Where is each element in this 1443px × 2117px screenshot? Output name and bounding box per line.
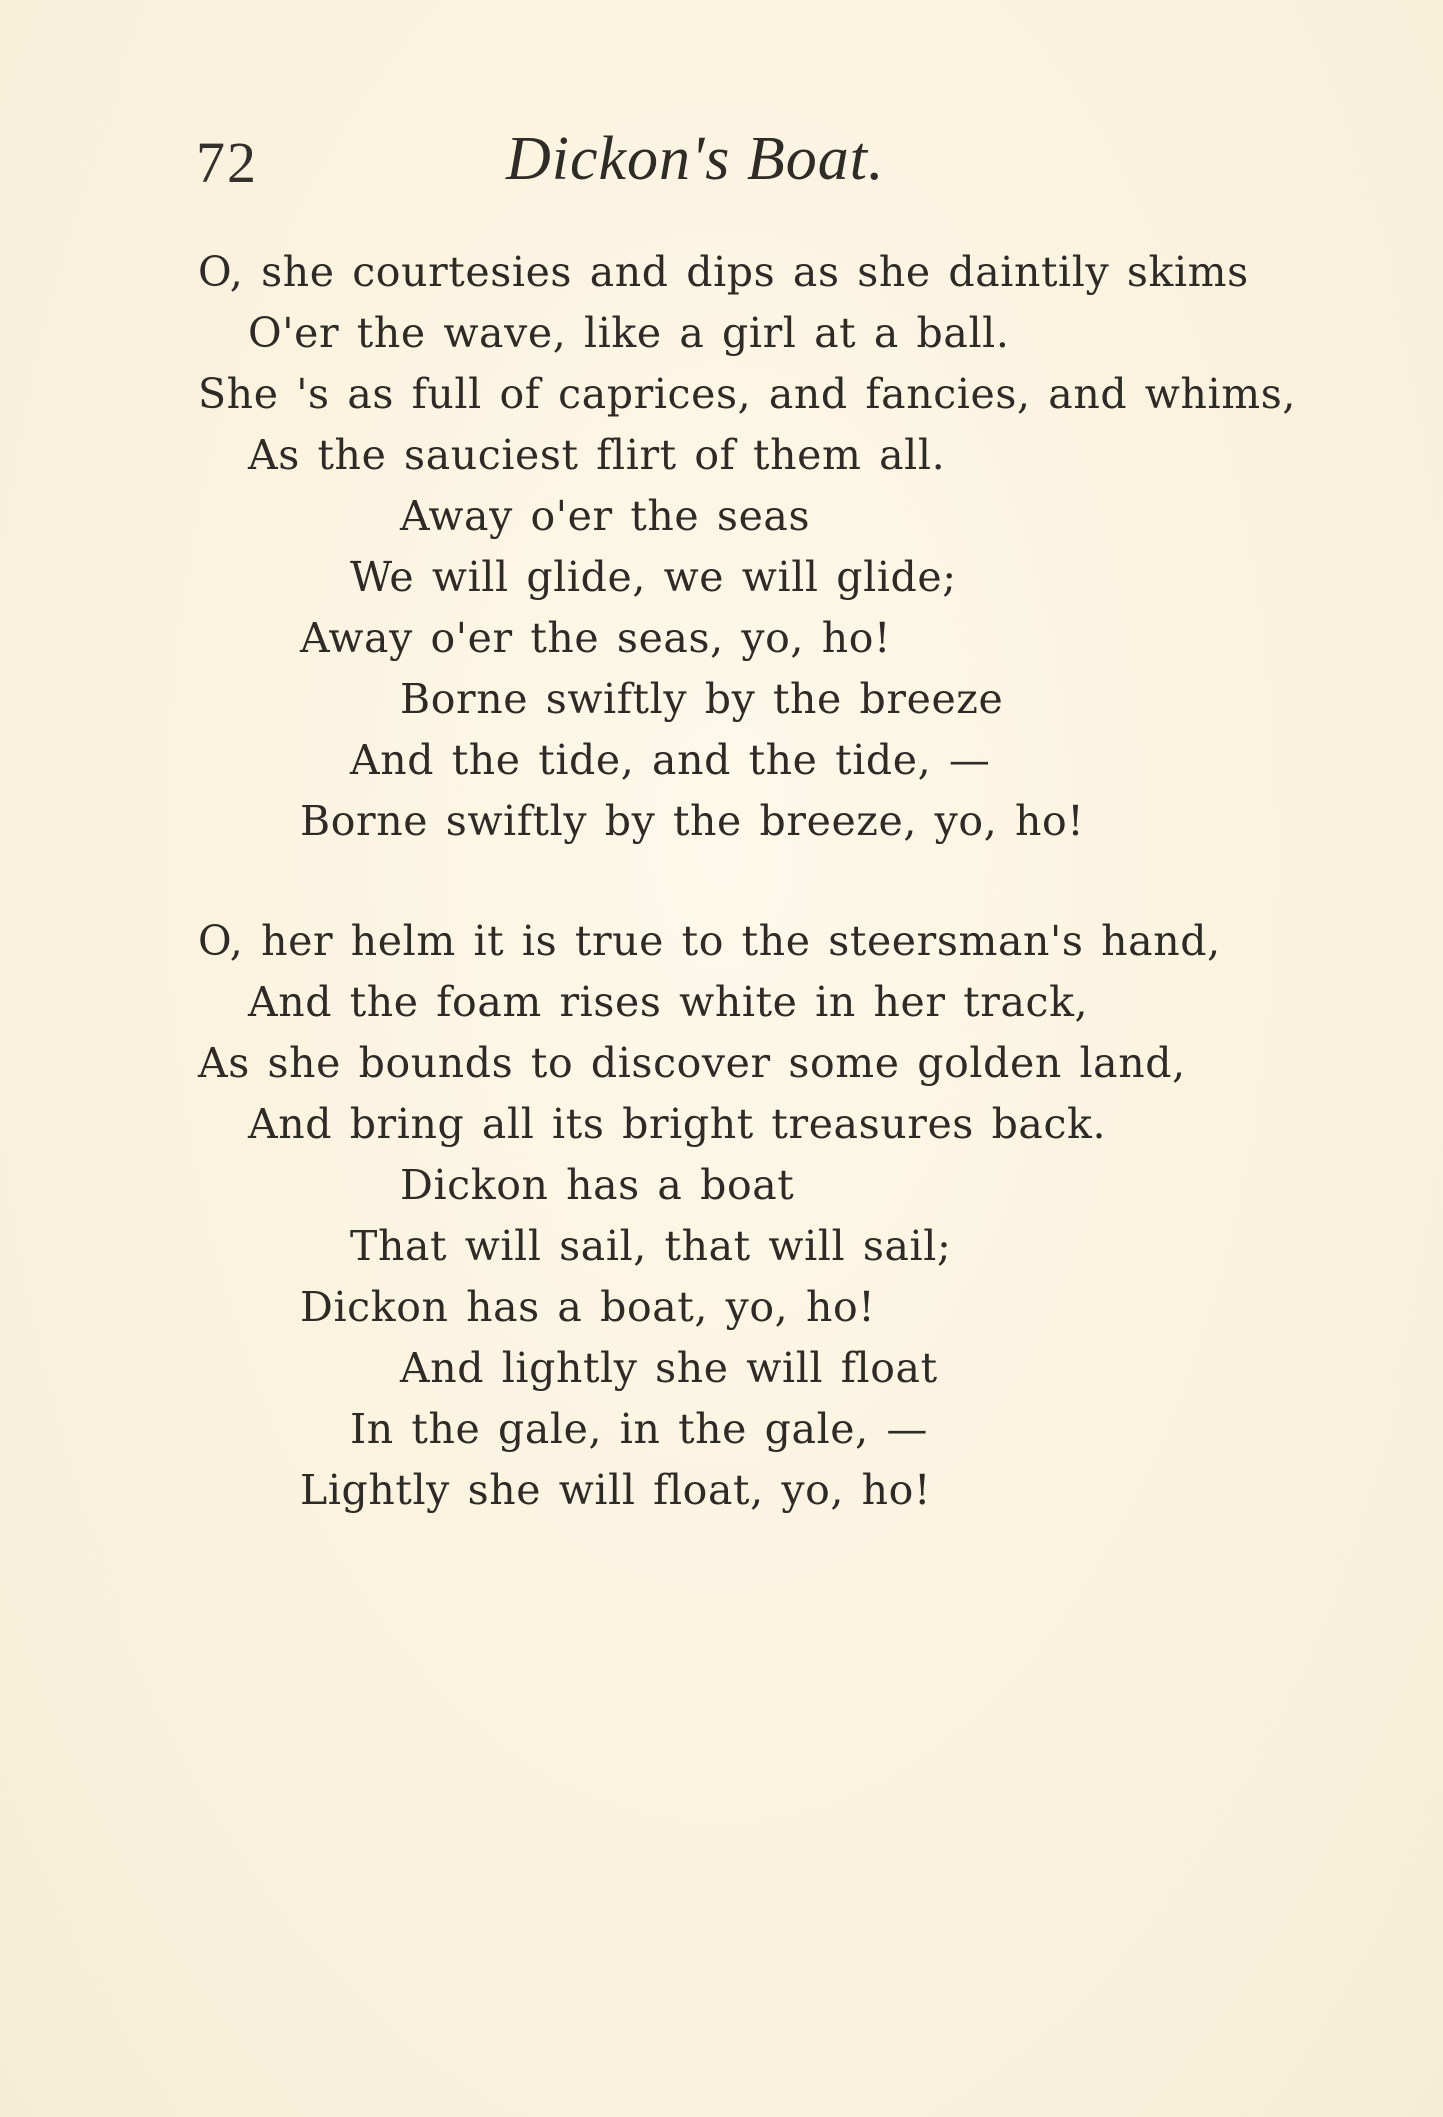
verse-line: She 's as full of caprices, and fancies, and whims, (198, 370, 1296, 418)
verse-line: And the tide, and the tide, — (350, 736, 991, 784)
verse-line: And lightly she will float (400, 1344, 938, 1392)
verse-line: Dickon has a boat (400, 1161, 795, 1209)
running-title: Dickon's Boat. (506, 125, 885, 193)
verse-line: That will sail, that will sail; (350, 1222, 952, 1270)
verse-line: O, her helm it is true to the steersman's hand, (198, 917, 1221, 965)
verse-line: And the foam rises white in her track, (248, 978, 1089, 1026)
verse-line: Borne swiftly by the breeze (400, 675, 1004, 723)
page-number: 72 (196, 130, 258, 195)
verse-line: As the sauciest flirt of them all. (248, 431, 946, 479)
verse-line: As she bounds to discover some golden land, (198, 1039, 1186, 1087)
verse-line: Dickon has a boat, yo, ho! (300, 1283, 876, 1331)
verse-line: Away o'er the seas (400, 492, 811, 540)
verse-line: And bring all its bright treasures back. (248, 1100, 1107, 1148)
verse-line: Away o'er the seas, yo, ho! (300, 614, 892, 662)
verse-line: In the gale, in the gale, — (350, 1405, 929, 1453)
verse-line: Borne swiftly by the breeze, yo, ho! (300, 797, 1085, 845)
verse-line: We will glide, we will glide; (350, 553, 957, 601)
verse-line: O, she courtesies and dips as she daintily skims (198, 248, 1249, 296)
verse-line: O'er the wave, like a girl at a ball. (248, 309, 1010, 357)
verse-line: Lightly she will float, yo, ho! (300, 1466, 932, 1514)
